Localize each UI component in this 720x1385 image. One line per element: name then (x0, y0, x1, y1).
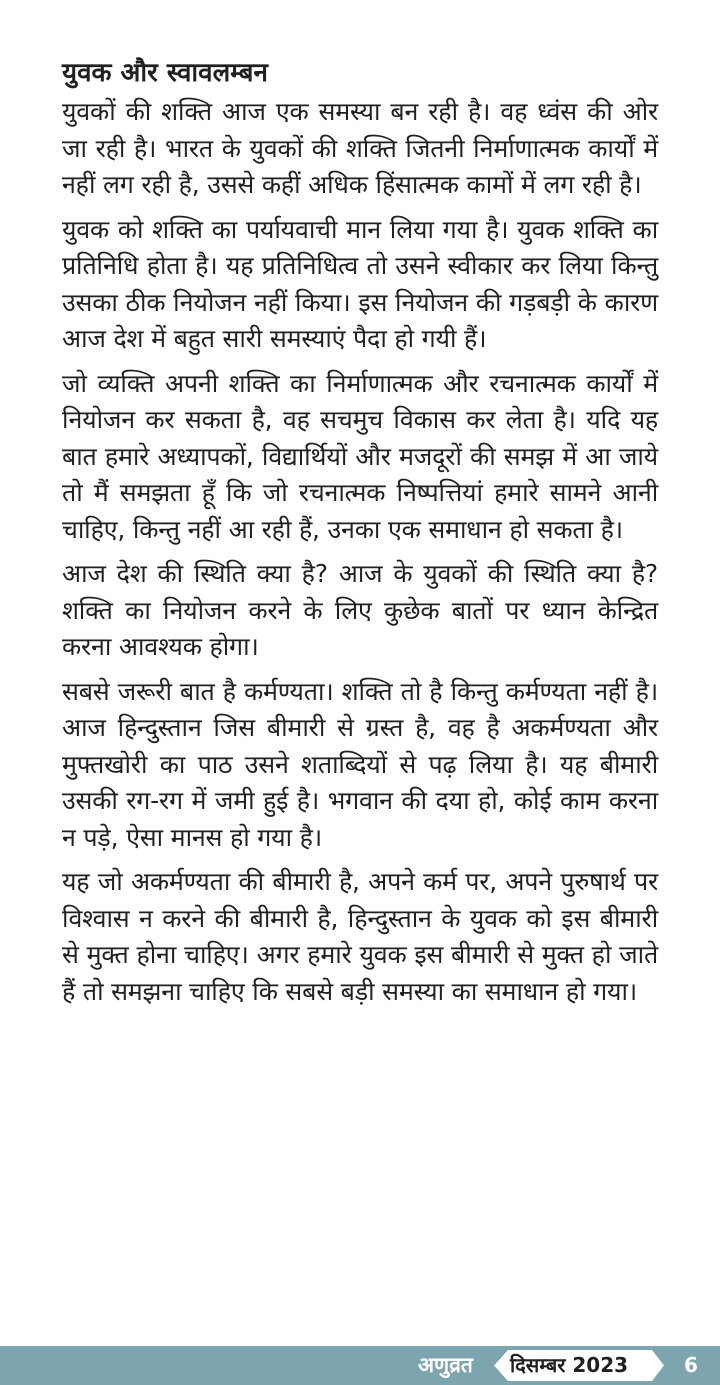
page-footer (0, 1346, 720, 1385)
footer-date: दिसम्बर 2023 (510, 1353, 629, 1377)
paragraph-2: युवक को शक्ति का पर्यायवाची मान लिया गया है। युवक शक्ति का प्रतिनिधि होता है। यह प्रतिनिधित्व तो उसने स्वीकार कर लिया किन्तु उसका ठीक नियोजन नहीं किया। इस नियोजन की गड़बड़ी के कारण आज देश में बहुत सारी समस्याएं पैदा हो गयी हैं। (62, 214, 658, 353)
paragraph-4: आज देश की स्थिति क्या है? आज के युवकों की स्थिति क्या है? शक्ति का नियोजन करने के लिए कुछेक बातों पर ध्यान केन्द्रित करना आवश्यक होगा। (62, 559, 658, 661)
paragraph-5: सबसे जरूरी बात है कर्मण्यता। शक्ति तो है किन्तु कर्मण्यता नहीं है। आज हिन्दुस्तान जिस बीमारी से ग्रस्त है, वह है अकर्मण्यता और मुफ्तखोरी का पाठ उसने शताब्दियों से पढ़ लिया है। यह बीमारी उसकी रग-रग में जमी हुई है। भगवान की दया हो, कोई काम करना न पड़े, ऐसा मानस हो गया है। (62, 676, 658, 852)
article (62, 52, 658, 1018)
paragraph-3: जो व्यक्ति अपनी शक्ति का निर्माणात्मक और रचनात्मक कार्यों में नियोजन कर सकता है, वह सचमुच विकास कर लेता है। यदि यह बात हमारे अध्यापकों, विद्यार्थियों और मजदूरों की समझ में आ जाये तो मैं समझता हूँ कि जो रचनात्मक निष्पत्तियां हमारे सामने आनी चाहिए, किन्तु नहीं आ रही हैं, उनका एक समाधान हो सकता है। (62, 368, 658, 544)
page-number: 6 (684, 1353, 698, 1377)
footer-brand: अणुव्रत (418, 1353, 473, 1377)
article-title: युवक और स्वावलम्बन (62, 58, 268, 88)
paragraph-6: यह जो अकर्मण्यता की बीमारी है, अपने कर्म पर, अपने पुरुषार्थ पर विश्वास न करने की बीमारी है, हिन्दुस्तान के युवक को इस बीमारी से मुक्त होना चाहिए। अगर हमारे युवक इस बीमारी से मुक्त हो जाते हैं तो समझना चाहिए कि सबसे बड़ी समस्या का समाधान हो गया। (62, 867, 658, 1006)
paragraph-1: युवकों की शक्ति आज एक समस्या बन रही है। वह ध्वंस की ओर जा रही है। भारत के युवकों की शक्ति जितनी निर्माणात्मक कार्यों में नहीं लग रही है, उससे कहीं अधिक हिंसात्मक कामों में लग रही है। (62, 97, 658, 199)
